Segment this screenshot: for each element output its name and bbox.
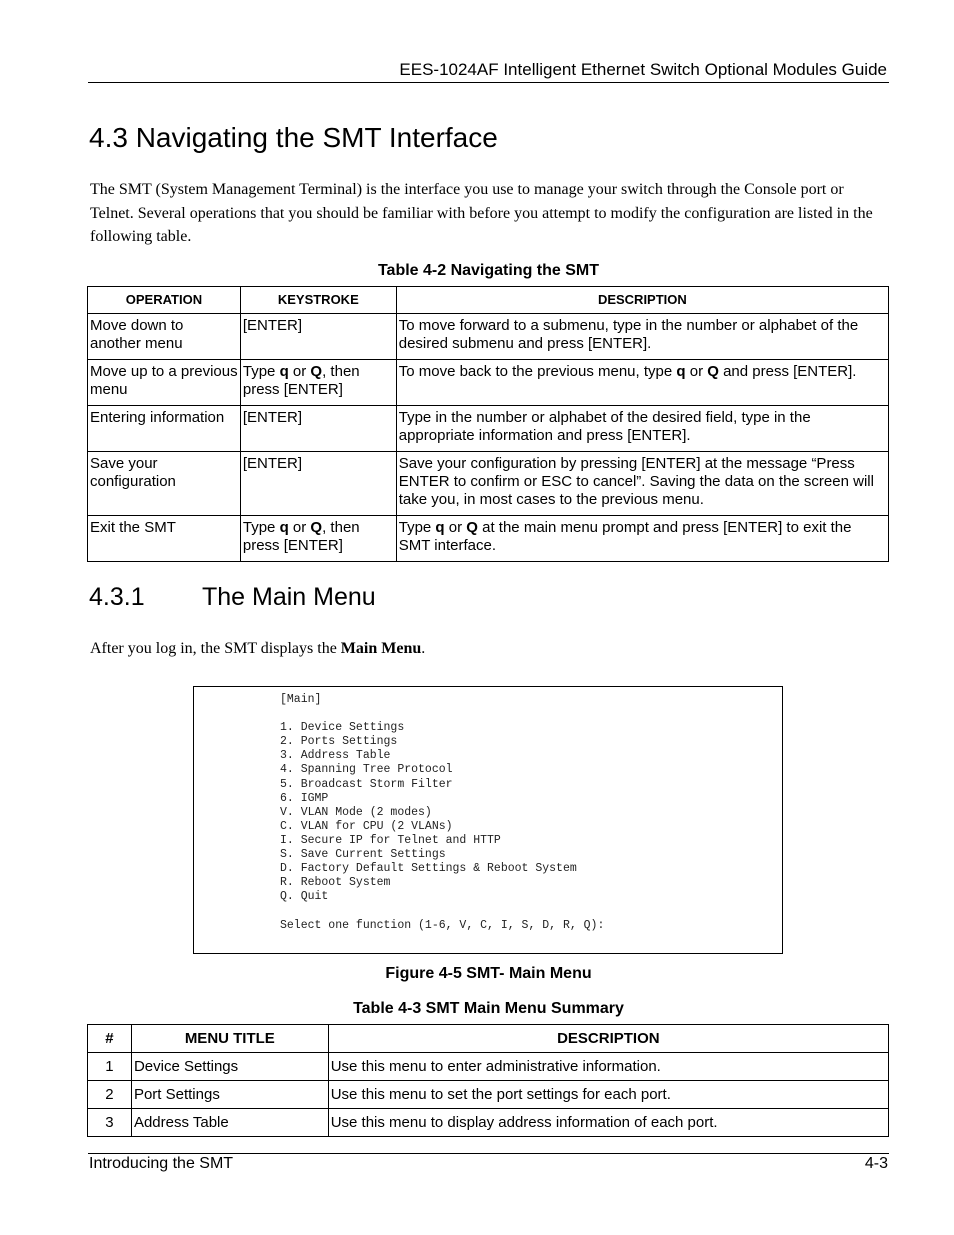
- menu-title-cell: Device Settings: [131, 1053, 328, 1081]
- figure-caption: Figure 4-5 SMT- Main Menu: [385, 965, 592, 982]
- screen-line: [Main]: [280, 693, 322, 706]
- table-header-row: [88, 287, 889, 314]
- screen-line: V. VLAN Mode (2 modes): [280, 805, 432, 819]
- column-header-number: #: [88, 1025, 132, 1053]
- screen-line: [280, 904, 604, 918]
- table-row: [88, 516, 889, 562]
- description-cell: Type in the number or alphabet of the desired field, type in the appropriate information and press [ENTER].: [396, 406, 888, 452]
- table-row: [88, 1109, 889, 1137]
- number-cell: 2: [88, 1081, 132, 1109]
- column-header-description: DESCRIPTION: [328, 1025, 888, 1053]
- table-row: [88, 406, 889, 452]
- screen-line: S. Save Current Settings: [280, 848, 446, 862]
- keystroke-cell: [ENTER]: [240, 452, 396, 516]
- screen-line: 3. Address Table: [280, 749, 391, 763]
- screen-line: 5. Broadcast Storm Filter: [280, 777, 453, 791]
- menu-table-caption: Table 4-3 SMT Main Menu Summary: [353, 1000, 624, 1017]
- description-cell: Use this menu to enter administrative information.: [328, 1053, 888, 1081]
- operation-cell: Move up to a previous menu: [88, 360, 241, 406]
- screen-line: 6. IGMP: [280, 791, 329, 805]
- intro-text-end: .: [421, 640, 426, 657]
- screen-line: Q. Quit: [280, 890, 329, 904]
- main-menu-summary-table: [87, 1024, 889, 1137]
- intro-paragraph: The SMT (System Management Terminal) is the interface you use to manage your switch through the Console port or Telnet. Several operations that you should be familiar with before you attempt to modify the configuration are listed in the following table.: [90, 181, 873, 245]
- column-header-description: DESCRIPTION: [396, 287, 888, 314]
- screen-line: [280, 707, 604, 721]
- screen-line: D. Factory Default Settings & Reboot System: [280, 862, 577, 876]
- main-menu-intro: [90, 640, 425, 658]
- screen-line: 2. Ports Settings: [280, 735, 398, 749]
- description-cell: Type q or Q at the main menu prompt and press [ENTER] to exit the SMT interface.: [396, 516, 888, 562]
- operation-cell: Entering information: [88, 406, 241, 452]
- operation-cell: Save your configuration: [88, 452, 241, 516]
- description-cell: Use this menu to display address information of each port.: [328, 1109, 888, 1137]
- table-row: [88, 314, 889, 360]
- operation-cell: Exit the SMT: [88, 516, 241, 562]
- smt-main-menu-screen: [193, 686, 783, 954]
- screen-line: I. Secure IP for Telnet and HTTP: [280, 833, 501, 847]
- running-header: EES-1024AF Intelligent Ethernet Switch Optional Modules Guide: [399, 60, 887, 79]
- keystroke-cell: [ENTER]: [240, 406, 396, 452]
- keystroke-cell: Type q or Q, then press [ENTER]: [240, 516, 396, 562]
- navigation-table: [87, 286, 889, 562]
- table-header-row: [88, 1025, 889, 1053]
- number-cell: 3: [88, 1109, 132, 1137]
- subsection-number: 4.3.1: [89, 583, 145, 611]
- menu-title-cell: Port Settings: [131, 1081, 328, 1109]
- screen-line: 4. Spanning Tree Protocol: [280, 763, 453, 777]
- screen-line: Select one function (1-6, V, C, I, S, D, R, Q):: [280, 918, 605, 932]
- screen-line: 1. Device Settings: [280, 721, 405, 735]
- table-row: [88, 360, 889, 406]
- footer-rule: [88, 1153, 889, 1154]
- menu-title-cell: Address Table: [131, 1109, 328, 1137]
- keystroke-cell: Type q or Q, then press [ENTER]: [240, 360, 396, 406]
- table-row: [88, 452, 889, 516]
- header-rule: [88, 82, 889, 83]
- column-header-operation: OPERATION: [88, 287, 241, 314]
- table-row: [88, 1081, 889, 1109]
- section-title: 4.3 Navigating the SMT Interface: [89, 122, 498, 153]
- description-cell: Use this menu to set the port settings for each port.: [328, 1081, 888, 1109]
- intro-text: After you log in, the SMT displays the: [90, 640, 341, 657]
- screen-line: C. VLAN for CPU (2 VLANs): [280, 819, 453, 833]
- keystroke-cell: [ENTER]: [240, 314, 396, 360]
- number-cell: 1: [88, 1053, 132, 1081]
- screen-line: R. Reboot System: [280, 876, 391, 890]
- footer-chapter: Introducing the SMT: [89, 1155, 234, 1172]
- description-cell: To move forward to a submenu, type in the number or alphabet of the desired submenu and press [ENTER].: [396, 314, 888, 360]
- screen-lines: [280, 693, 604, 933]
- page-number: 4-3: [864, 1155, 888, 1172]
- column-header-menu-title: MENU TITLE: [131, 1025, 328, 1053]
- subsection-title: The Main Menu: [202, 583, 376, 611]
- description-cell: To move back to the previous menu, type q or Q and press [ENTER].: [396, 360, 888, 406]
- description-cell: Save your configuration by pressing [ENTER] at the message “Press ENTER to confirm or ESC to cancel”. Saving the data on the screen will take you, in most cases to the previous menu.: [396, 452, 888, 516]
- table-row: [88, 1053, 889, 1081]
- operation-cell: Move down to another menu: [88, 314, 241, 360]
- nav-table-caption: Table 4-2 Navigating the SMT: [377, 262, 600, 279]
- main-menu-term: Main Menu: [340, 640, 422, 657]
- column-header-keystroke: KEYSTROKE: [240, 287, 396, 314]
